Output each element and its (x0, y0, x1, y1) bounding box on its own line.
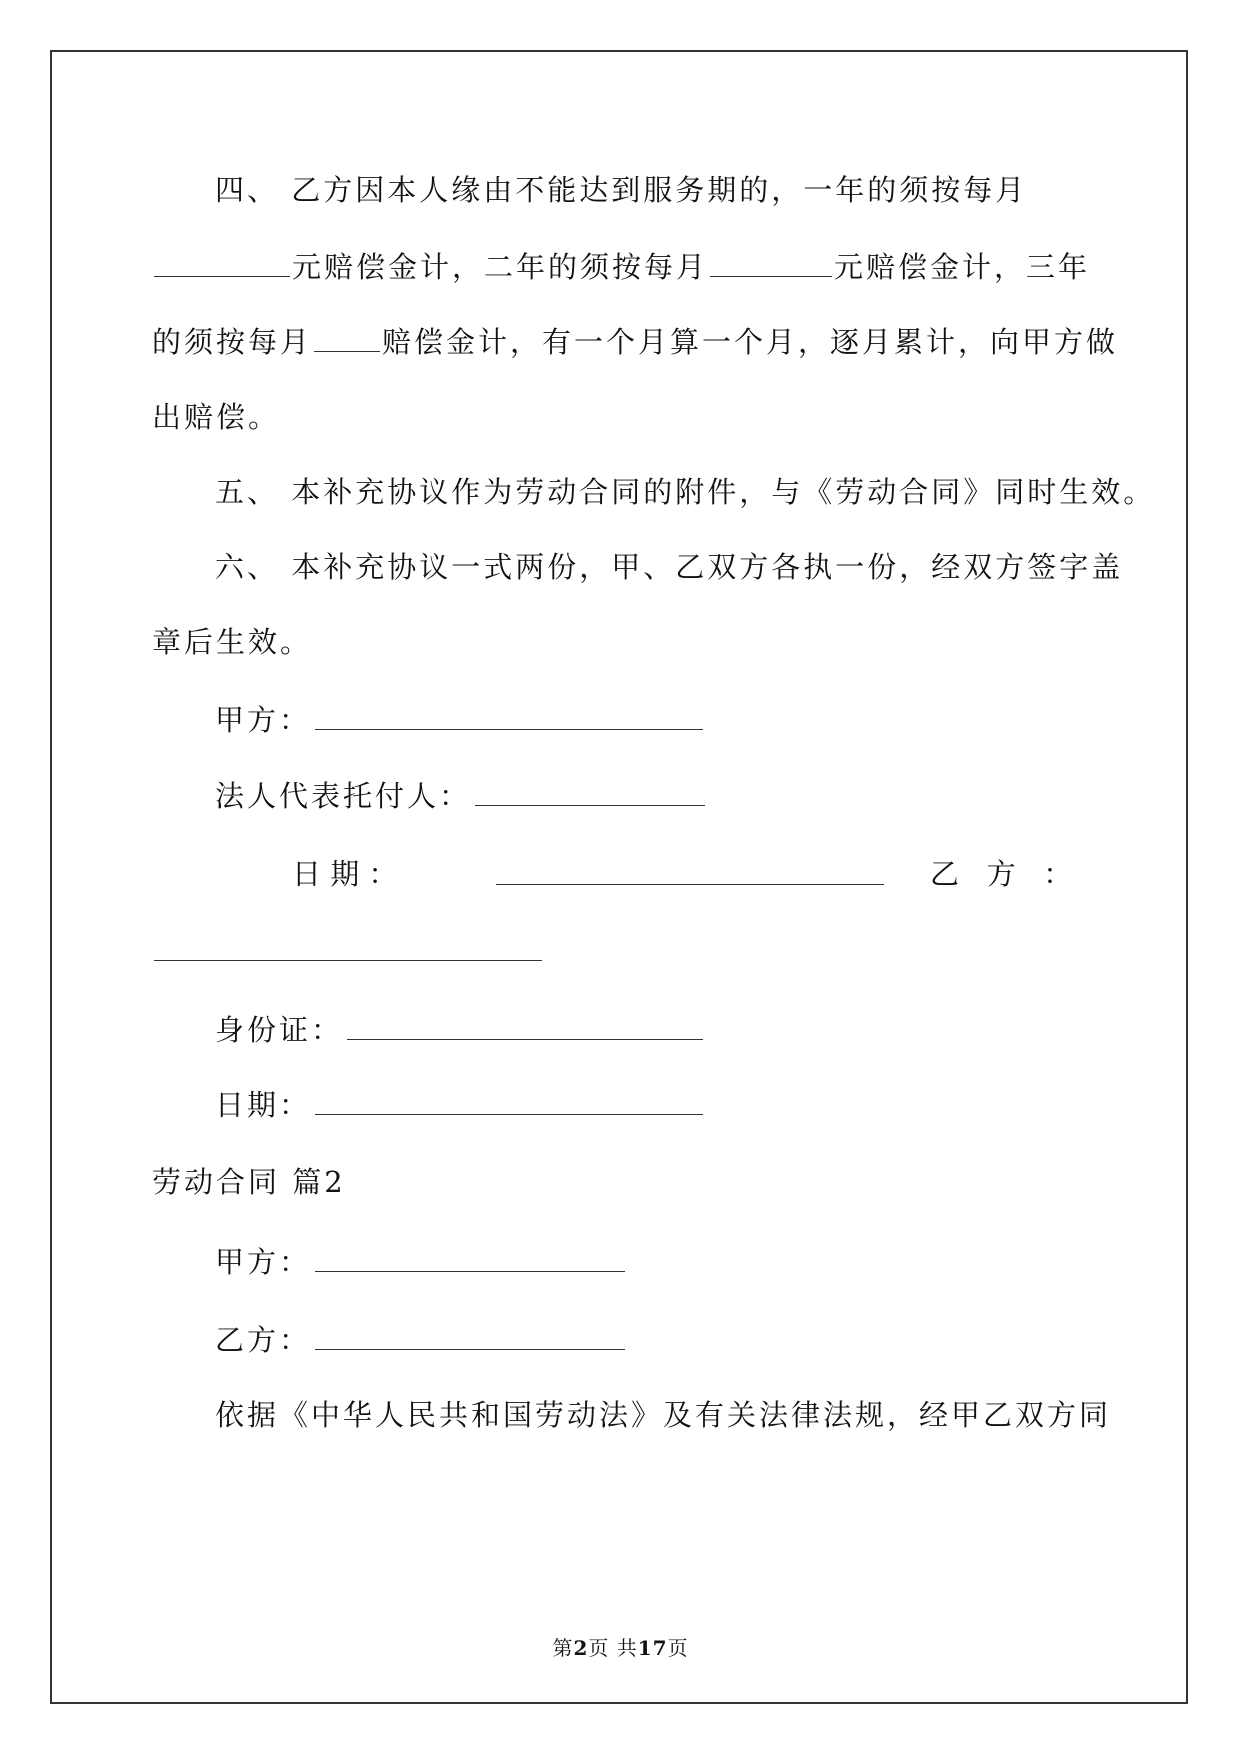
legal-rep-field[interactable] (475, 779, 705, 806)
date2-row (215, 1085, 705, 1125)
s2-party-a-label: 甲方： (215, 1245, 312, 1279)
blank-field[interactable] (710, 250, 832, 277)
s2-party-b-field[interactable] (315, 1323, 625, 1350)
para4-line2b: 元赔偿金计，三年 (834, 250, 1091, 284)
id-card-field[interactable] (347, 1013, 703, 1040)
para4-line1: 四、 乙方因本人缘由不能达到服务期的，一年的须按每月 (215, 173, 1028, 207)
date2-field[interactable] (315, 1088, 703, 1115)
blank-field[interactable] (154, 250, 290, 277)
para4-line3 (152, 322, 1119, 362)
party-b-label: 乙 方 ： (930, 857, 1073, 891)
s2-party-b-label: 乙方： (215, 1323, 312, 1357)
footer-page-num: 2 (573, 1636, 589, 1660)
para5-line1: 五、 本补充协议作为劳动合同的附件，与《劳动合同》同时生效。 (215, 475, 1156, 509)
section2-title: 劳动合同 篇2 (152, 1165, 346, 1199)
section2-intro: 依据《中华人民共和国劳动法》及有关法律法规，经甲乙双方同 (215, 1398, 1112, 1432)
date2-label: 日期： (215, 1088, 312, 1122)
footer-prefix: 第 (552, 1636, 574, 1660)
date-field[interactable] (496, 858, 884, 885)
para4-line2a: 元赔偿金计，二年的须按每月 (292, 250, 709, 284)
page-footer (0, 1632, 1241, 1661)
s2-party-a-row (215, 1242, 627, 1282)
legal-rep-label: 法人代表托付人： (215, 779, 472, 813)
footer-page-total: 17 (637, 1636, 668, 1660)
para4-line2 (152, 247, 1092, 287)
s2-party-a-field[interactable] (315, 1245, 625, 1272)
s2-party-b-row (215, 1320, 627, 1360)
footer-suffix: 页 (667, 1636, 689, 1660)
para4-line4: 出赔偿。 (152, 400, 281, 434)
id-card-label: 身份证： (215, 1013, 344, 1047)
party-a-row (215, 700, 705, 740)
id-card-row (215, 1010, 705, 1050)
para6-line2: 章后生效。 (152, 625, 313, 659)
para4-line3a: 的须按每月 (152, 325, 313, 359)
para4-line3b: 赔偿金计，有一个月算一个月，逐月累计，向甲方做 (382, 325, 1119, 359)
footer-mid: 页 共 (588, 1636, 638, 1660)
date-label: 日 期 ： (292, 857, 398, 891)
party-b-field[interactable] (154, 934, 542, 961)
para6-line1: 六、 本补充协议一式两份，甲、乙双方各执一份，经双方签字盖 (215, 550, 1124, 584)
blank-field[interactable] (314, 325, 380, 352)
party-a-field[interactable] (315, 703, 703, 730)
legal-rep-row (215, 776, 707, 816)
party-a-label: 甲方： (215, 703, 312, 737)
